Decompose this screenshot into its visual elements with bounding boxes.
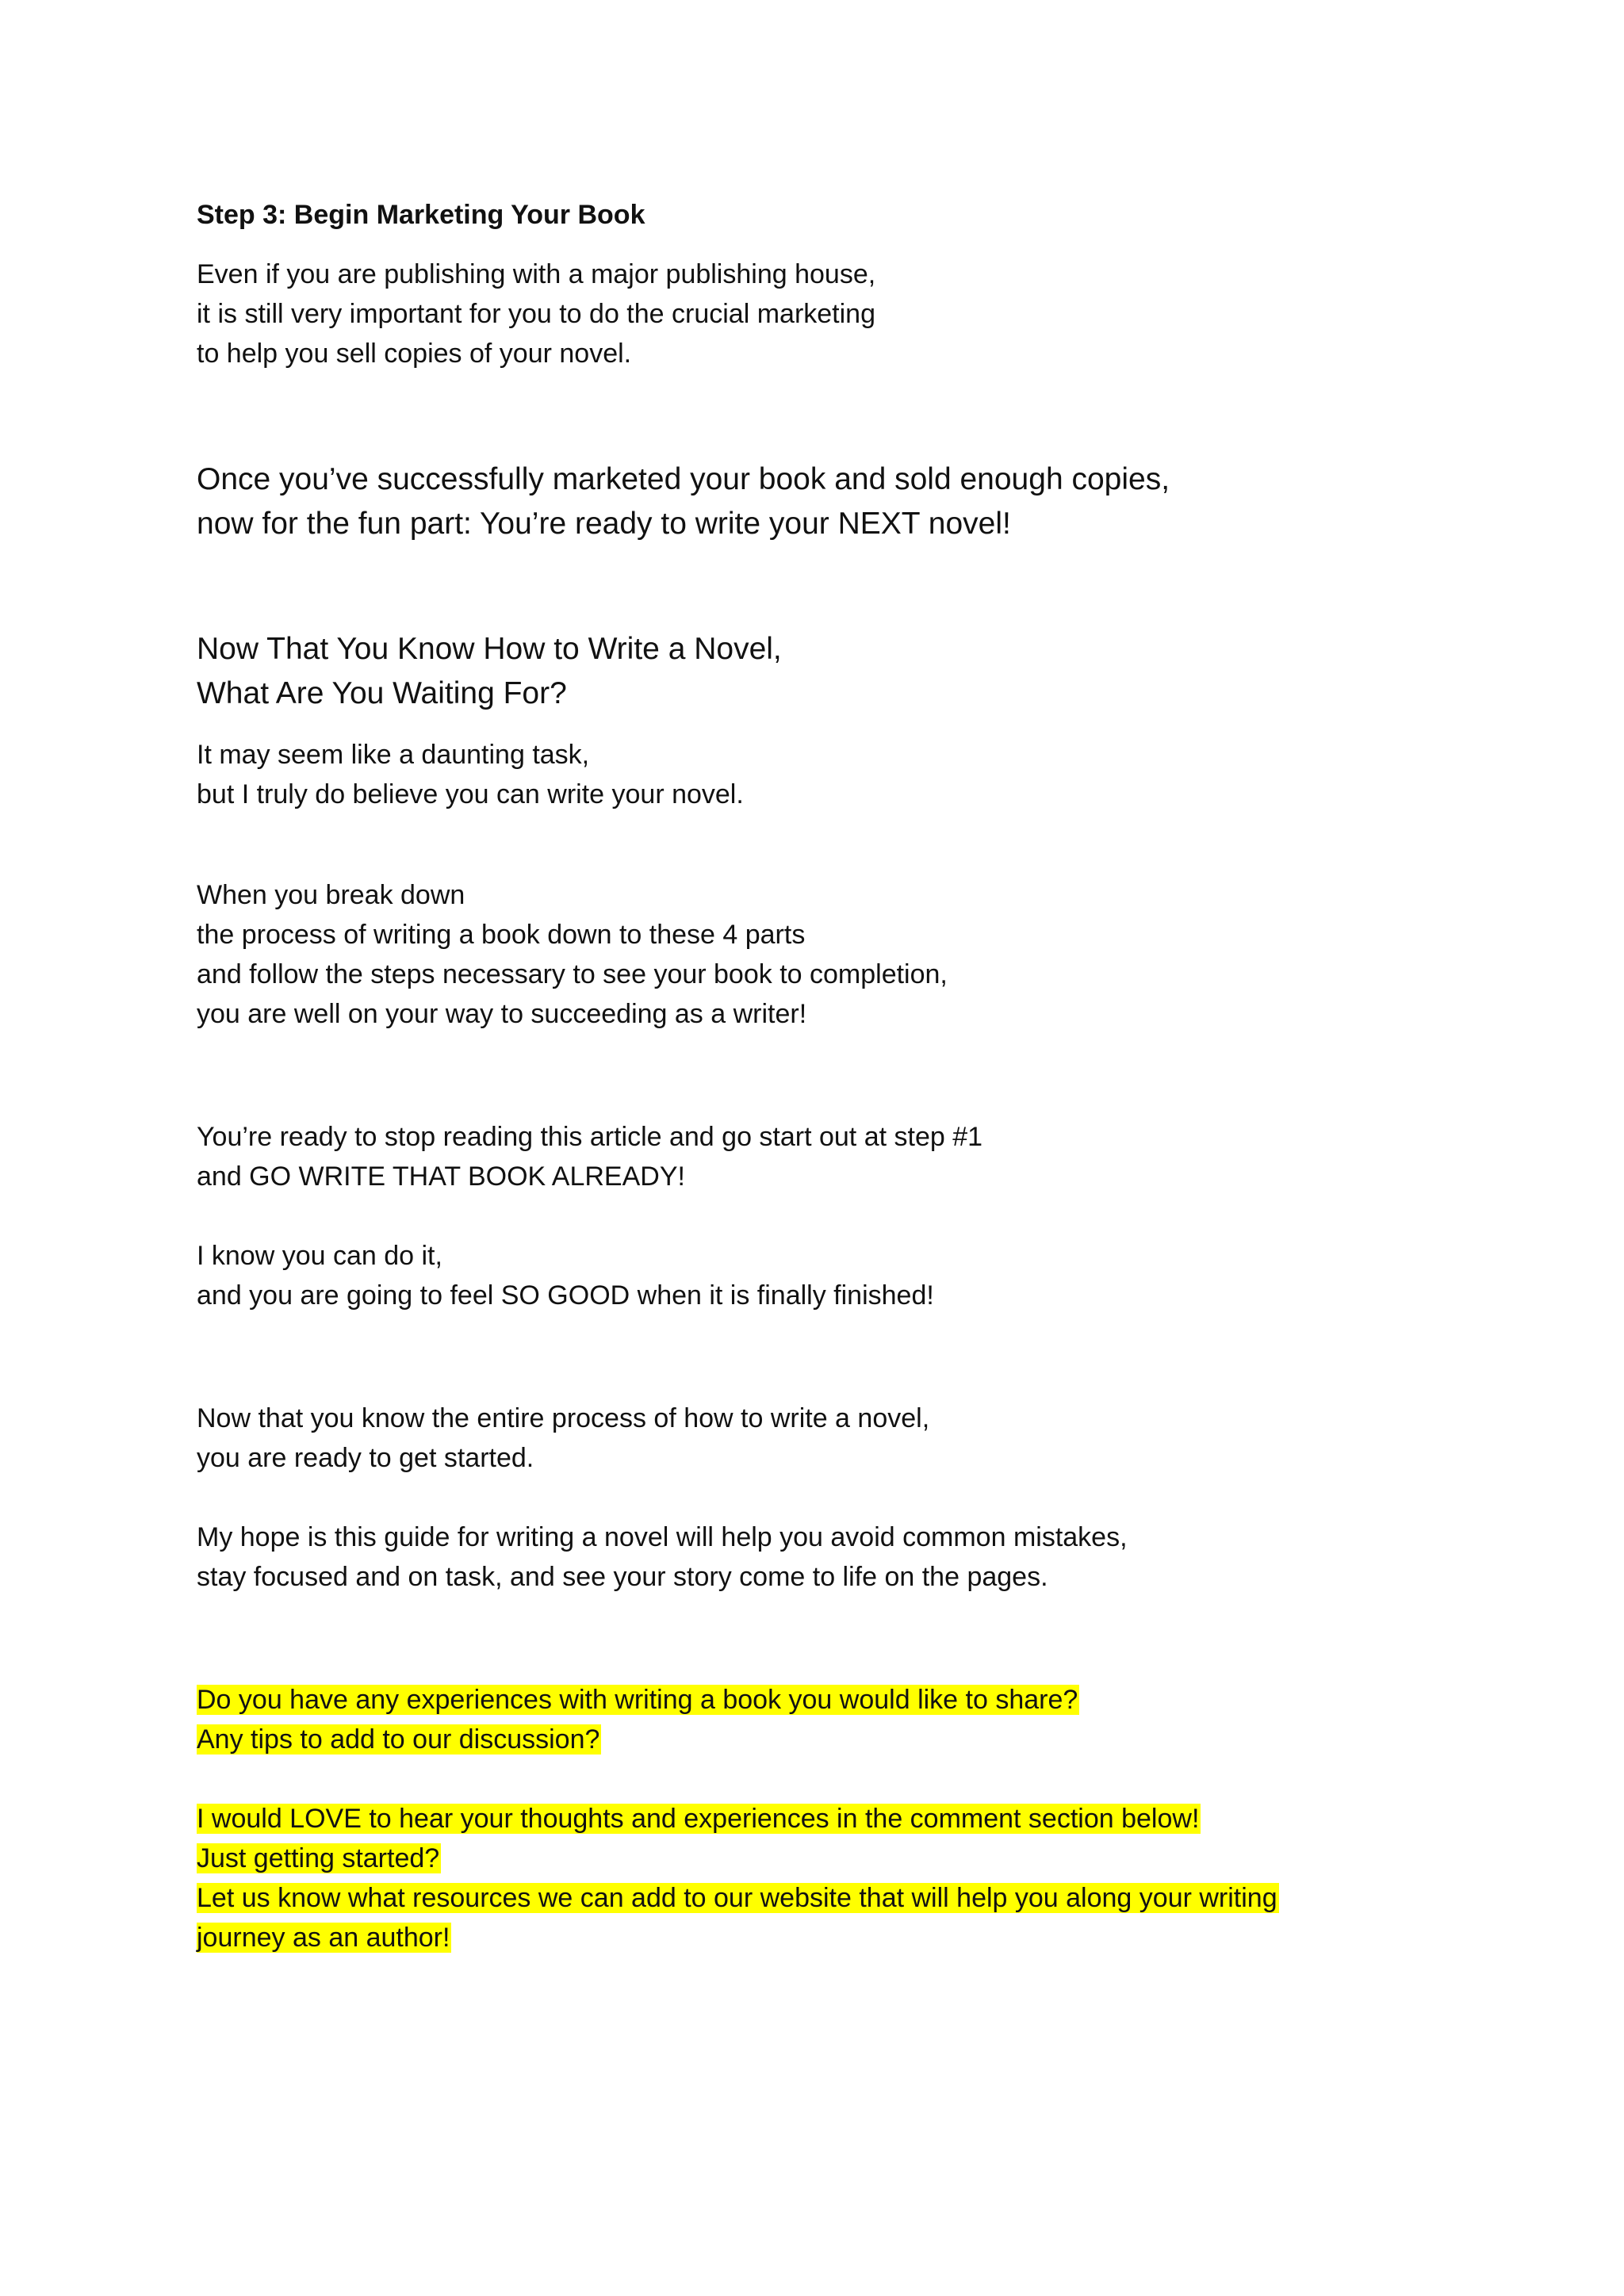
- paragraph-entire-process: [197, 1399, 1465, 1478]
- paragraph-line: Now that you know the entire process of how to write a novel,: [197, 1403, 930, 1433]
- paragraph-next-novel: [197, 457, 1465, 546]
- highlighted-line: I would LOVE to hear your thoughts and experiences in the comment section below!: [197, 1804, 1200, 1834]
- paragraph-line: Once you’ve successfully marketed your book and sold enough copies,: [197, 462, 1170, 496]
- paragraph-you-can: [197, 1236, 1465, 1315]
- paragraph-line: and GO WRITE THAT BOOK ALREADY!: [197, 1161, 685, 1192]
- paragraph-line: Even if you are publishing with a major publishing house,: [197, 259, 876, 289]
- subheading: [197, 627, 1465, 716]
- paragraph-line: to help you sell copies of your novel.: [197, 339, 632, 369]
- paragraph-line: now for the fun part: You’re ready to write your NEXT novel!: [197, 507, 1011, 541]
- section-heading: [197, 195, 1465, 235]
- highlighted-line-wrap: [197, 1680, 1465, 1720]
- paragraph-line: It may seem like a daunting task,: [197, 740, 590, 770]
- paragraph-line: and follow the steps necessary to see your book to completion,: [197, 959, 948, 989]
- highlighted-line: Let us know what resources we can add to our website that will help you along your writing: [197, 1883, 1277, 1913]
- paragraph-line: but I truly do believe you can write your novel.: [197, 779, 744, 809]
- subheading-line: Now That You Know How to Write a Novel,: [197, 632, 782, 666]
- highlighted-line-wrap: [197, 1720, 1465, 1759]
- highlighted-line: Do you have any experiences with writing a book you would like to share?: [197, 1685, 1078, 1715]
- paragraph-line: you are well on your way to succeeding as a writer!: [197, 999, 807, 1029]
- highlighted-line-wrap: [197, 1878, 1465, 1918]
- highlighted-call-to-action: [197, 1799, 1465, 1957]
- paragraph-line: it is still very important for you to do the crucial marketing: [197, 299, 875, 329]
- section-heading-text: Step 3: Begin Marketing Your Book: [197, 200, 645, 230]
- paragraph-line: When you break down: [197, 880, 465, 910]
- highlighted-line-wrap: [197, 1799, 1465, 1839]
- highlighted-line-wrap: [197, 1839, 1465, 1878]
- paragraph-line: My hope is this guide for writing a novel will help you avoid common mistakes,: [197, 1522, 1128, 1552]
- paragraph-line: the process of writing a book down to these 4 parts: [197, 920, 806, 950]
- highlighted-line: Just getting started?: [197, 1843, 440, 1873]
- paragraph-line: stay focused and on task, and see your story come to life on the pages.: [197, 1562, 1048, 1592]
- paragraph-break-down: [197, 875, 1465, 1034]
- paragraph-marketing: [197, 254, 1465, 373]
- paragraph-line: you are ready to get started.: [197, 1443, 534, 1473]
- paragraph-line: You’re ready to stop reading this article and go start out at step #1: [197, 1122, 983, 1152]
- highlighted-line: Any tips to add to our discussion?: [197, 1724, 600, 1755]
- highlighted-line-wrap: [197, 1918, 1465, 1957]
- paragraph-daunting: [197, 735, 1465, 814]
- highlighted-question: [197, 1680, 1465, 1759]
- paragraph-hope: [197, 1517, 1465, 1597]
- paragraph-line: and you are going to feel SO GOOD when it is finally finished!: [197, 1280, 934, 1311]
- paragraph-line: I know you can do it,: [197, 1241, 442, 1271]
- paragraph-ready: [197, 1117, 1465, 1196]
- highlighted-line: journey as an author!: [197, 1923, 450, 1953]
- subheading-line: What Are You Waiting For?: [197, 676, 567, 710]
